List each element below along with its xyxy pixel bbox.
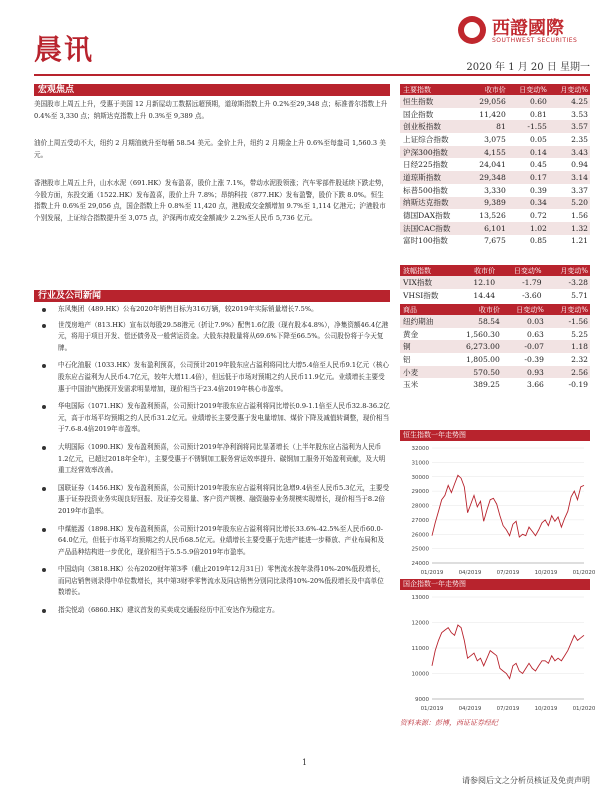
table-cell: 13,526	[479, 211, 506, 221]
table-cell: 3.53	[571, 109, 588, 119]
table-cell: 0.72	[529, 211, 547, 221]
table-cell: 3,075	[484, 134, 506, 144]
row-label: 恒生指数	[400, 95, 468, 108]
table-cell: 58.54	[449, 315, 502, 328]
y-tick-label: 11000	[411, 646, 429, 652]
column-header: 日变动%	[497, 265, 543, 276]
y-tick-label: 24000	[411, 561, 429, 567]
commodities-table	[400, 304, 590, 391]
series-line	[432, 475, 584, 537]
y-tick-label: 30000	[411, 474, 429, 481]
logo-mark-icon	[458, 16, 486, 44]
data-source-note: 资料来源：彭博，西证证券经纪	[400, 719, 498, 727]
row-label: 标普500指数	[403, 185, 448, 195]
y-tick-label: 32000	[411, 446, 429, 452]
table-row	[400, 108, 590, 121]
row-label: 道琼斯指数	[400, 171, 468, 184]
table-header-row	[400, 304, 590, 315]
x-tick-label: 01/2020	[572, 570, 596, 576]
row-label: 玉米	[403, 380, 419, 390]
row-label: 小麦	[400, 366, 449, 379]
news-item: 中煤能源（1898.HK）发布盈利预喜，公司预计2019年股东应占溢利将同比增长33.6%-42.5%至人民币60.0-64.0亿元，但低于市场平均预期之约人民币68.5亿元。业绩增长主要受惠于先进产能进一步释放、产业布局和及产品品种结构进一步优化，现价相当于5.5-5.9倍2019年市盈率。	[34, 524, 390, 559]
macro-paragraph: 美国股市上周五上升，受惠于美国 12 月新屋动工数据远超预期，道琼斯指数上升 0.2%至29,348 点；标准普尔指数上升 0.4%至 3,330 点；纳斯达克指数上升 0.3%至 9,389 点。	[34, 100, 388, 120]
company-logo	[458, 14, 588, 50]
table-cell: 3.66	[526, 380, 544, 390]
table-cell: -1.79	[497, 276, 543, 289]
table-cell: 29,056	[468, 95, 508, 108]
macro-section-title: 宏观焦点	[34, 84, 390, 96]
table-row	[400, 95, 590, 108]
x-tick-label: 10/2019	[534, 706, 558, 712]
y-tick-label: 10000	[411, 671, 429, 678]
table-cell: -0.19	[568, 380, 588, 390]
table-cell: -3.28	[544, 276, 590, 289]
table-row	[400, 235, 590, 248]
news-item: 国联证券（1456.HK）发布盈利预喜，公司预计2019年股东应占溢利将同比急增9.4倍至人民币5.3亿元，主要受惠于证券投资业务实现良好回报、及证券交易量、客户资产规模、融资融券业务规模实现增长，现价相当于8.2倍2019年市盈率。	[34, 483, 390, 518]
table-row	[400, 315, 590, 328]
page-number: 1	[302, 758, 308, 767]
table-cell: 0.93	[502, 366, 546, 379]
row-label: 法国CAC指数	[400, 222, 468, 235]
news-item: 指尖悦动（6860.HK）建议首发的买卖成交通报经历中汇安达作为稳定方。	[34, 605, 390, 617]
table-cell: 0.81	[529, 109, 547, 119]
macro-paragraph: 油价上周五受动不大，纽约 2 月期油就升至每桶 58.54 美元。金价上升，纽约 2 月期金上升 0.6%至每盎司 1,560.3 美元。	[34, 139, 386, 159]
column-header: 收市价	[468, 84, 508, 95]
table-cell: 11,420	[479, 109, 506, 119]
x-tick-label: 04/2019	[458, 570, 482, 576]
table-cell: 0.94	[571, 160, 588, 170]
x-tick-label: 01/2019	[420, 570, 444, 576]
hsi-chart-title: 恒生指数一年走势图	[400, 430, 590, 441]
series-line	[432, 625, 584, 679]
table-cell: 24,041	[479, 160, 506, 170]
row-label: 创业板指数	[400, 120, 468, 133]
row-label: 日经225指数	[403, 160, 448, 170]
hscei-chart-title: 国企指数一年走势图	[400, 579, 590, 590]
row-label: 国企指数	[403, 109, 434, 119]
x-tick-label: 07/2019	[496, 570, 520, 576]
table-cell: -3.60	[522, 290, 542, 300]
table-row	[400, 222, 590, 235]
table-row	[400, 197, 590, 210]
table-cell: 4,155	[468, 146, 508, 159]
y-tick-label: 13000	[411, 595, 429, 601]
row-label: 沪深300指数	[400, 146, 468, 159]
row-label: 德国DAX指数	[403, 211, 451, 221]
table-header-row	[400, 265, 590, 276]
column-header: 日变动%	[508, 84, 549, 95]
table-cell: 29,348	[468, 171, 508, 184]
table-row	[400, 289, 590, 302]
volatility-table	[400, 265, 590, 301]
table-cell: 6,273.00	[449, 340, 502, 353]
table-row	[400, 171, 590, 184]
column-header: 月变动%	[549, 84, 590, 95]
x-tick-label: 07/2019	[496, 706, 520, 712]
table-cell: 0.14	[508, 146, 549, 159]
table-cell: 14.44	[473, 290, 496, 300]
table-cell: 5.25	[571, 329, 588, 339]
table-cell: 81	[468, 120, 508, 133]
y-tick-label: 31000	[411, 460, 429, 467]
table-cell: 2.35	[571, 134, 588, 144]
y-tick-label: 28000	[411, 503, 429, 510]
row-label: VHSI指数	[403, 290, 439, 300]
row-label: 富时100指数	[403, 236, 448, 246]
table-row	[400, 120, 590, 133]
report-date: 2020 年 1 月 20 日 星期一	[466, 62, 590, 73]
row-label: 上证综合指数	[403, 134, 449, 144]
column-header: 收市价	[459, 265, 497, 276]
x-tick-label: 04/2019	[458, 706, 482, 712]
column-header: 月变动%	[546, 304, 590, 315]
table-row	[400, 328, 590, 341]
table-cell: 0.17	[508, 171, 549, 184]
indices-table	[400, 84, 590, 247]
table-cell: 0.63	[526, 329, 544, 339]
table-row	[400, 146, 590, 159]
table-row	[400, 340, 590, 353]
column-header: 月变动%	[544, 265, 590, 276]
logo-cn: 西證國際	[492, 18, 564, 39]
x-tick-label: 01/2020	[572, 706, 596, 712]
table-cell: 1.18	[546, 340, 590, 353]
y-tick-label: 27000	[411, 517, 429, 524]
news-item: 中国动向（3818.HK）公布2020财年第3季（截止2019年12月31日）零售流水按年录得10%-20%低段增长，而同店销售则录得中单位数增长，其中第3财季零售流水及同店销售分别同比录得10%-20%低段增长及中高单位数增长。	[34, 564, 390, 599]
table-cell: 7,675	[484, 236, 506, 246]
news-item: 大明国际（1090.HK）发布盈利预喜，公司预计2019年净利润将同比显著增长（上半年股东应占溢利为人民币1.2亿元，已超过2018年全年），主要受惠于不锈钢加工服务营运效率提升、碳钢加工服务开始盈利贡献，及大明重工经营效率改善。	[34, 442, 390, 477]
news-item: 中石化油服（1033.HK）发布盈利预喜，公司预计2019年股东应占溢利将同比大增5.4倍至人民币9.1亿元（核心股东应占溢利为人民币4.7亿元，较年大增11.4倍），但远低于市场对预期之约人民币11.9亿元。业绩增长主要受惠于中国油气勘探开发需求明显增加，现价相当于23.4倍2019年核心市盈率。	[34, 360, 390, 395]
macro-paragraph: 香港股市上周五上升，山水水泥（691.HK）发布盈喜，股价上涨 7.1%，带动水泥股领涨；汽车零部件股延续下跌走势，今股方面，东投交通（1522.HK）发布盈喜，股价上升 7.8%；昂纳科技（877.HK）发布盈警，股价下跌 8.0%。恒生指数上升 0.6%至 29,056 点，国企指数上升 0.8%至 11,420 点，港股成交金额增加 9.7%至 1,114 亿港元；沪港股市个别发展，上证综合指数提升至 3,075 点，沪深两市成交金额减少 2.2%至人民币 5,736 亿元。	[34, 179, 389, 222]
news-item: 世茂房地产（813.HK）宣布以每股29.58港元（折让7.9%）配售1.6亿股（现有股本4.8%），净集资额46.4亿港元，将用于项目开发、偿还债务及一般营运资金。大股东持股量将从69.6%下降至66.5%。公司股份将于今天复牌。	[34, 320, 390, 355]
y-tick-label: 29000	[411, 489, 429, 496]
news-item: 东风集团（489.HK）公布2020年销售目标为316万辆，较2019年实际销量增长7.5%。	[34, 304, 390, 316]
table-cell: 0.05	[529, 134, 547, 144]
table-cell: 0.39	[529, 185, 547, 195]
news-list	[34, 304, 390, 621]
table-cell: 6,101	[468, 222, 508, 235]
x-tick-label: 01/2019	[420, 706, 444, 712]
header-divider	[34, 74, 590, 76]
y-tick-label: 25000	[411, 546, 429, 553]
column-header: 收市价	[449, 304, 502, 315]
table-cell: 3,330	[484, 185, 506, 195]
table-cell: 1,805.00	[466, 354, 500, 364]
row-label: 黄金	[403, 329, 419, 339]
table-cell: 0.60	[508, 95, 549, 108]
row-label: 纽约期油	[400, 315, 449, 328]
table-cell: -0.07	[502, 340, 546, 353]
column-header: 日变动%	[502, 304, 546, 315]
table-cell: 3.43	[549, 146, 590, 159]
report-title: 晨讯	[34, 33, 95, 66]
table-cell: 5.20	[549, 197, 590, 210]
y-tick-label: 26000	[411, 532, 429, 539]
disclaimer-note: 请参阅后文之分析员核证及免责声明	[462, 776, 590, 785]
table-cell: 1.32	[549, 222, 590, 235]
hsi-line-chart	[400, 442, 596, 577]
table-cell: 0.45	[529, 160, 547, 170]
table-cell: 4.25	[549, 95, 590, 108]
table-cell: 12.10	[459, 276, 497, 289]
table-header-row	[400, 84, 590, 95]
row-label: 铜	[400, 340, 449, 353]
table-row	[400, 276, 590, 289]
table-cell: 3.14	[549, 171, 590, 184]
table-cell: -1.55	[508, 120, 549, 133]
table-cell: 2.56	[546, 366, 590, 379]
table-cell: -1.56	[546, 315, 590, 328]
row-label: 纳斯达克指数	[400, 197, 468, 210]
hscei-line-chart	[400, 591, 596, 713]
table-cell: 1.56	[571, 211, 588, 221]
table-cell: 3.37	[571, 185, 588, 195]
table-cell: 3.57	[549, 120, 590, 133]
x-tick-label: 10/2019	[534, 570, 558, 576]
y-tick-label: 12000	[411, 620, 429, 627]
table-cell: 570.50	[449, 366, 502, 379]
row-label: 铝	[403, 354, 411, 364]
table-row	[400, 378, 590, 391]
table-row	[400, 184, 590, 197]
industry-section-title: 行业及公司新闻	[34, 290, 390, 302]
table-cell: 1.02	[508, 222, 549, 235]
logo-en: SOUTHWEST SECURITIES	[492, 37, 578, 44]
table-cell: 1,560.30	[466, 329, 500, 339]
table-row	[400, 366, 590, 379]
table-cell: 389.25	[473, 380, 500, 390]
column-header: 主要指数	[400, 84, 468, 95]
row-label: VIX指数	[400, 276, 459, 289]
table-cell: 9,389	[468, 197, 508, 210]
column-header: 波幅指数	[400, 265, 459, 276]
news-item: 华电国际（1071.HK）发布盈利预喜，公司预计2019年股东应占溢利将同比增长0.9-1.1倍至人民币32.8-36.2亿元，高于市场平均预期之约人民币31.2亿元。业绩增长主要受惠于发电量增加、煤价下降及减值转调整，现价相当于7.6-8.4倍2019年市盈率。	[34, 401, 390, 436]
table-row	[400, 353, 590, 366]
table-row	[400, 158, 590, 171]
y-tick-label: 9000	[415, 697, 429, 703]
table-cell: -0.39	[524, 354, 544, 364]
table-cell: 5.71	[571, 290, 588, 300]
table-cell: 0.03	[502, 315, 546, 328]
column-header: 商品	[400, 304, 449, 315]
table-cell: 1.21	[571, 236, 588, 246]
table-row	[400, 133, 590, 146]
table-cell: 0.85	[529, 236, 547, 246]
table-row	[400, 209, 590, 222]
table-cell: 2.32	[571, 354, 588, 364]
table-cell: 0.34	[508, 197, 549, 210]
